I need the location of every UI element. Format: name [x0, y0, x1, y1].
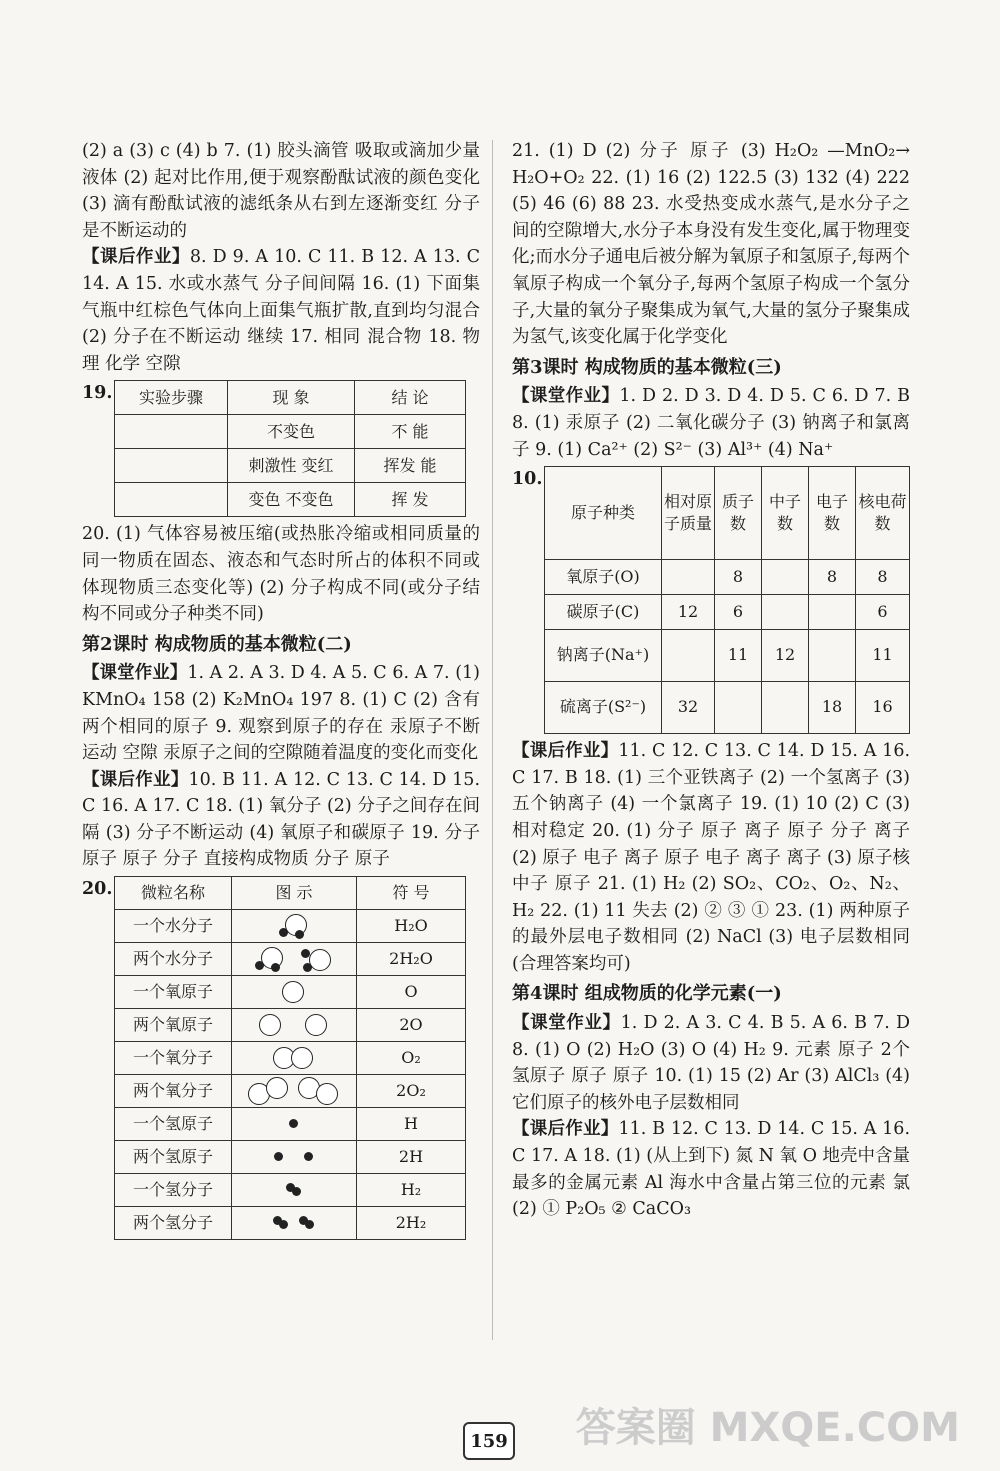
- table-cell: 12: [662, 595, 715, 630]
- right-para-2: [512, 383, 910, 463]
- left-para-1: (2) a (3) c (4) b 7. (1) 胶头滴管 吸取或滴加少量液体 (2) 起对比作用,便于观察酚酞试液的颜色变化 (3) 滴有酚酞试液的滤纸条从右到左逐渐变红 分子是不断运动的: [82, 141, 480, 241]
- hydrogen-atom-icon: [273, 1143, 285, 1171]
- table-header: 电子数: [809, 467, 856, 560]
- table-cell: H₂O: [357, 910, 466, 943]
- oxygen-atom-icon: [305, 1011, 329, 1039]
- table-header: 核电荷数: [856, 467, 910, 560]
- section-title-2: 第2课时 构成物质的基本微粒(二): [82, 633, 352, 655]
- table-header: 中子数: [762, 467, 809, 560]
- table-cell: 变色 不变色: [228, 483, 355, 517]
- table-cell: [715, 682, 762, 734]
- table-cell: O₂: [357, 1042, 466, 1075]
- table-cell: 8: [715, 560, 762, 595]
- column-divider: [492, 140, 493, 1340]
- hydrogen-molecule-icon: [272, 1209, 290, 1237]
- table-cell: 32: [662, 682, 715, 734]
- table-19-label: 19.: [82, 383, 113, 404]
- table-cell: 2O₂: [357, 1075, 466, 1108]
- table-10-label: 10.: [512, 469, 543, 490]
- table-cell: 12: [762, 630, 809, 682]
- diagram-cell: [232, 976, 357, 1009]
- table-cell: 硫离子(S²⁻): [545, 682, 662, 734]
- table-cell: [762, 595, 809, 630]
- right-para-3-text: 11. C 12. C 13. C 14. D 15. A 16. C 17. B 18. (1) 三个亚铁离子 (2) 一个氢离子 (3) 五个钠离子 (4) 一个氯离子 19. (1) 10 (2) C (3) 相对稳定 20. (1) 分子 原子 离子 原子 分子 离子 (2) 原子 电子 离子 原子 电子 离子 离子 (3) 原子核 中子 原子 21. (1) H₂ (2) SO₂、CO₂、O₂、N₂、H₂ 22. (1) 11 失去 (2) ② ③ ① 23. (1) 两种原子的最外层电子数相同 (2) NaCl (3) 电子层数相同(合理答案均可): [512, 741, 911, 974]
- table-header: 实验步骤: [115, 381, 228, 415]
- table-cell: 2O: [357, 1009, 466, 1042]
- table-cell: H₂: [357, 1174, 466, 1207]
- table-cell: 两个氧原子: [115, 1009, 232, 1042]
- table-cell: 一个氢原子: [115, 1108, 232, 1141]
- table-cell: [115, 483, 228, 517]
- diagram-cell: [232, 1141, 357, 1174]
- table-cell: 2H₂: [357, 1207, 466, 1240]
- water-molecule-icon: [301, 945, 335, 973]
- right-para-1: 21. (1) D (2) 分子 原子 (3) H₂O₂ —MnO₂→ H₂O+O₂ 22. (1) 16 (2) 122.5 (3) 132 (4) 222 (5) 46 (6) 88 23. 水受热变成水蒸气,是水分子之间的空隙增大,水分子本身没有发生变化,属于物理变化;而水分子通电后被分解为氧原子和氢原子,每两个氧原子构成一个氧分子,每两个氢原子构成一个氢分子,大量的氧分子聚集成为氧气,大量的氢分子聚集成为氢气,该变化属于化学变化: [512, 141, 910, 348]
- page-number: 159: [463, 1422, 515, 1460]
- diagram-cell: [232, 1042, 357, 1075]
- right-para-4: [512, 1010, 910, 1116]
- experiment-table: [114, 380, 466, 517]
- table-header: 现 象: [228, 381, 355, 415]
- table-cell: 6: [715, 595, 762, 630]
- left-para-4-text: 1. A 2. A 3. D 4. A 5. C 6. A 7. (1) KMnO₄ 158 (2) K₂MnO₄ 197 8. (1) C (2) 含有两个相同的原子 9. 观察到原子的存在 汞原子不断运动 空隙 汞原子之间的空隙随着温度的变化而变化: [82, 663, 480, 764]
- right-para-5-text: 11. B 12. C 13. D 14. C 15. A 16. C 17. A 18. (1) (从上到下) 氮 N 氧 O 地壳中含量最多的金属元素 Al 海水中含量占第三位的元素 氯 (2) ① P₂O₅ ② CaCO₃: [512, 1119, 911, 1220]
- particle-table: [114, 876, 466, 1240]
- oxygen-atom-icon: [259, 1011, 283, 1039]
- table-cell: 一个氢分子: [115, 1174, 232, 1207]
- homework-tag: 【课后作业】: [82, 247, 190, 268]
- table-cell: 刺激性 变红: [228, 449, 355, 483]
- oxygen-molecule-icon: [273, 1044, 315, 1072]
- watermark: 答案圈 MXQE.COM: [575, 1405, 960, 1451]
- table-cell: 8: [856, 560, 910, 595]
- hydrogen-molecule-icon: [298, 1209, 316, 1237]
- hydrogen-molecule-icon: [285, 1176, 303, 1204]
- oxygen-atom-icon: [282, 978, 306, 1006]
- diagram-cell: [232, 1009, 357, 1042]
- hydrogen-atom-icon: [303, 1143, 315, 1171]
- table-header: 原子种类: [545, 467, 662, 560]
- water-molecule-icon: [277, 912, 311, 940]
- table-10: [512, 466, 910, 734]
- table-cell: 8: [809, 560, 856, 595]
- diagram-cell: [232, 1108, 357, 1141]
- table-cell: 两个氧分子: [115, 1075, 232, 1108]
- homework-tag: 【课后作业】: [512, 1119, 619, 1140]
- table-cell: 两个氢分子: [115, 1207, 232, 1240]
- table-header: 图 示: [232, 877, 357, 910]
- table-cell: 一个氧原子: [115, 976, 232, 1009]
- left-para-3: 20. (1) 气体容易被压缩(或热胀冷缩或相同质量的同一物质在固态、液态和气态时所占的体积不同或体现物质三态变化等) (2) 分子构成不同(或分子结构不同或分子种类不同): [82, 524, 480, 625]
- table-cell: [762, 682, 809, 734]
- homework-tag: 【课后作业】: [512, 741, 619, 762]
- table-cell: 16: [856, 682, 910, 734]
- left-para-5: [82, 767, 480, 873]
- table-19: [82, 380, 480, 517]
- table-cell: 2H₂O: [357, 943, 466, 976]
- classwork-tag: 【课堂作业】: [512, 386, 620, 407]
- diagram-cell: [232, 1174, 357, 1207]
- table-cell: [762, 560, 809, 595]
- table-header: 符 号: [357, 877, 466, 910]
- table-cell: 氧原子(O): [545, 560, 662, 595]
- table-cell: 两个水分子: [115, 943, 232, 976]
- table-cell: 钠离子(Na⁺): [545, 630, 662, 682]
- table-cell: 挥发 能: [355, 449, 466, 483]
- left-para-2-text: 8. D 9. A 10. C 11. B 12. A 13. C 14. A 15. 水或水蒸气 分子间间隔 16. (1) 下面集气瓶中红棕色气体向上面集气瓶扩散,直到均匀混合 (2) 分子在不断运动 继续 17. 相同 混合物 18. 物理 化学 空隙: [82, 247, 480, 374]
- table-cell: 一个氧分子: [115, 1042, 232, 1075]
- table-cell: 两个氢原子: [115, 1141, 232, 1174]
- right-column: [512, 138, 910, 1223]
- table-cell: 11: [856, 630, 910, 682]
- diagram-cell: [232, 1207, 357, 1240]
- water-molecule-icon: [253, 945, 287, 973]
- homework-tag: 【课后作业】: [82, 769, 189, 790]
- right-para-4-text: 1. D 2. A 3. C 4. B 5. A 6. B 7. D 8. (1) O (2) H₂O (3) O (4) H₂ 9. 元素 原子 2个氢原子 原子 原子 10. (1) 15 (2) Ar (3) AlCl₃ (4) 它们原子的核外电子层数相同: [512, 1013, 911, 1113]
- table-cell: 不变色: [228, 415, 355, 449]
- table-cell: 挥 发: [355, 483, 466, 517]
- left-para-5-text: 10. B 11. A 12. C 13. C 14. D 15. C 16. A 17. C 18. (1) 氧分子 (2) 分子之间存在间隔 (3) 分子不断运动 (4) 氧原子和碳原子 19. 分子 原子 原子 分子 直接构成物质 分子 原子: [82, 769, 481, 870]
- table-cell: 一个水分子: [115, 910, 232, 943]
- table-cell: [662, 560, 715, 595]
- table-20-label: 20.: [82, 879, 113, 900]
- table-cell: 18: [809, 682, 856, 734]
- table-cell: H: [357, 1108, 466, 1141]
- left-para-2: [82, 244, 480, 377]
- table-cell: [115, 449, 228, 483]
- right-para-2-text: 1. D 2. D 3. D 4. D 5. C 6. D 7. B 8. (1) 汞原子 (2) 二氧化碳分子 (3) 钠离子和氯离子 9. (1) Ca²⁺ (2) S²⁻ (3) Al³⁺ (4) Na⁺: [512, 386, 910, 460]
- table-cell: [809, 595, 856, 630]
- diagram-cell: [232, 910, 357, 943]
- table-header: 微粒名称: [115, 877, 232, 910]
- table-cell: 不 能: [355, 415, 466, 449]
- classwork-tag: 【课堂作业】: [512, 1013, 621, 1034]
- table-cell: 11: [715, 630, 762, 682]
- oxygen-molecule-icon: [298, 1077, 340, 1105]
- section-title-3: 第3课时 构成物质的基本微粒(三): [512, 356, 782, 378]
- table-cell: 碳原子(C): [545, 595, 662, 630]
- left-para-4: [82, 660, 480, 766]
- oxygen-molecule-icon: [248, 1077, 290, 1105]
- classwork-tag: 【课堂作业】: [82, 663, 188, 684]
- hydrogen-atom-icon: [288, 1110, 300, 1138]
- section-title-4: 第4课时 组成物质的化学元素(一): [512, 983, 782, 1005]
- atom-structure-table: [544, 466, 910, 734]
- table-cell: 2H: [357, 1141, 466, 1174]
- table-20: [82, 876, 480, 1240]
- table-cell: [115, 415, 228, 449]
- table-header: 质子数: [715, 467, 762, 560]
- table-cell: [662, 630, 715, 682]
- diagram-cell: [232, 1075, 357, 1108]
- right-para-3: [512, 738, 910, 977]
- table-cell: 6: [856, 595, 910, 630]
- table-header: 结 论: [355, 381, 466, 415]
- left-column: [82, 138, 480, 1244]
- table-cell: [809, 630, 856, 682]
- table-header: 相对原子质量: [662, 467, 715, 560]
- table-cell: O: [357, 976, 466, 1009]
- right-para-5: [512, 1116, 910, 1222]
- diagram-cell: [232, 943, 357, 976]
